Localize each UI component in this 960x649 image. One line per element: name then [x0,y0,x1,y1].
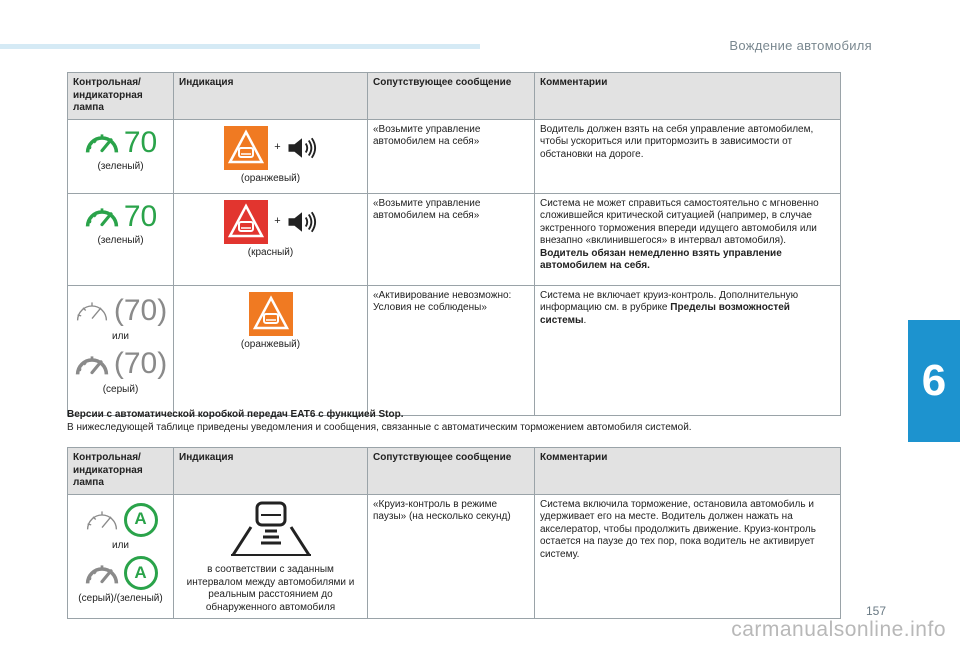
auto-hold-icon: A [124,503,158,537]
indication-cell [174,285,368,415]
note-block [67,409,692,434]
hazard-car-icon [224,126,268,170]
warning-table [67,72,841,416]
col-comments-header: Комментарии [535,448,841,495]
indication-cell [174,494,368,619]
indication-cell [174,119,368,193]
indication-caption: (оранжевый) [240,338,301,350]
lamp-caption: (зеленый) [97,160,144,172]
comment-link-text: Пределы возможностей системы [540,302,790,326]
indication-cell [174,193,368,285]
speed-value: 70 [123,125,158,159]
watermark: carmanualsonline.info [731,618,946,641]
lamp-cell [68,285,174,415]
braking-table [67,447,841,619]
distance-car-icon [229,501,313,557]
col-indication-header: Индикация [174,448,368,495]
speed-value: (70) [113,347,168,380]
comment-cell: Система включила торможение, остановила автомобиль и удерживает его на месте. Водитель должен нажать на акселератор, чтобы продолжить движение. Круиз-контроль остается на паузе до тех пор, пока водитель не активирует систему. [535,494,841,619]
table-row [68,193,841,285]
comment-cell [535,193,841,285]
table-row [68,285,841,415]
top-accent-bar [0,44,480,49]
col-message-header: Сопутствующее сообщение [368,448,535,495]
speed-value: 70 [123,199,158,233]
indication-caption: в соответствии с заданным интервалом между автомобилями и реальным расстоянием до обнаруженного автомобиля [186,564,355,613]
comment-text: Система не может справиться самостоятельно с мгновенно сложившейся критической ситуацией (например, в случае экстренного торможения впереди идущего автомобиля или внезапно «вклинившегося» в интервал автомобиля). [540,197,819,246]
col-indication-header: Индикация [174,73,368,120]
speaker-icon [287,210,317,234]
indication-caption: (красный) [247,246,294,258]
speedometer-icon [74,351,110,378]
hazard-car-icon [224,200,268,244]
page-number: 157 [865,604,886,618]
message-cell: «Возьмите управление автомобилем на себя» [368,119,535,193]
section-title: Вождение автомобиля [729,38,872,53]
comment-bold-text: Водитель обязан немедленно взять управление автомобилем на себя. [540,247,782,271]
lamp-caption: (серый)/(зеленый) [78,593,163,604]
or-label: или [111,330,129,342]
col-lamp-header: Контрольная/ индикаторная лампа [68,73,174,120]
lamp-cell [68,494,174,619]
table-row [68,494,841,619]
or-label: или [111,539,129,551]
message-cell: «Круиз-контроль в режиме паузы» (на несколько секунд) [368,494,535,619]
message-cell: «Активирование невозможно: Условия не соблюдены» [368,285,535,415]
plus-sign: + [274,215,281,228]
lamp-caption: (серый) [102,384,139,395]
col-message-header: Сопутствующее сообщение [368,73,535,120]
table-header-row [68,73,841,120]
lamp-cell [68,119,174,193]
auto-hold-icon: A [124,556,158,590]
speedometer-icon [84,203,120,230]
message-cell: «Возьмите управление автомобилем на себя» [368,193,535,285]
comment-cell: Водитель должен взять на себя управление автомобилем, чтобы ускориться или притормозить в зависимости от обстановки на дороге. [535,119,841,193]
lamp-cell [68,193,174,285]
comment-text: Система не включает круиз-контроль. Дополнительную информацию см. в рубрике [540,289,799,313]
chapter-tab[interactable]: 6 [908,320,960,442]
speedometer-icon [84,129,120,156]
speedometer-icon [84,560,120,587]
speedometer-outline-icon [84,506,120,533]
col-comments-header: Комментарии [535,73,841,120]
comment-end: . [583,314,587,326]
lamp-caption: (зеленый) [97,234,144,246]
speedometer-outline-icon [74,297,110,324]
table-header-row [68,448,841,495]
speed-value: (70) [113,293,168,327]
comment-cell [535,285,841,415]
note-text: В нижеследующей таблице приведены уведомления и сообщения, связанные с автоматическим торможением автомобиля системой. [67,421,692,433]
col-lamp-header: Контрольная/ индикаторная лампа [68,448,174,495]
indication-caption: (оранжевый) [240,172,301,184]
speaker-icon [287,136,317,160]
plus-sign: + [274,141,281,154]
hazard-car-icon [249,292,293,336]
table-row [68,119,841,193]
note-title: Версии с автоматической коробкой передач EAT6 с функцией Stop. [67,409,404,420]
